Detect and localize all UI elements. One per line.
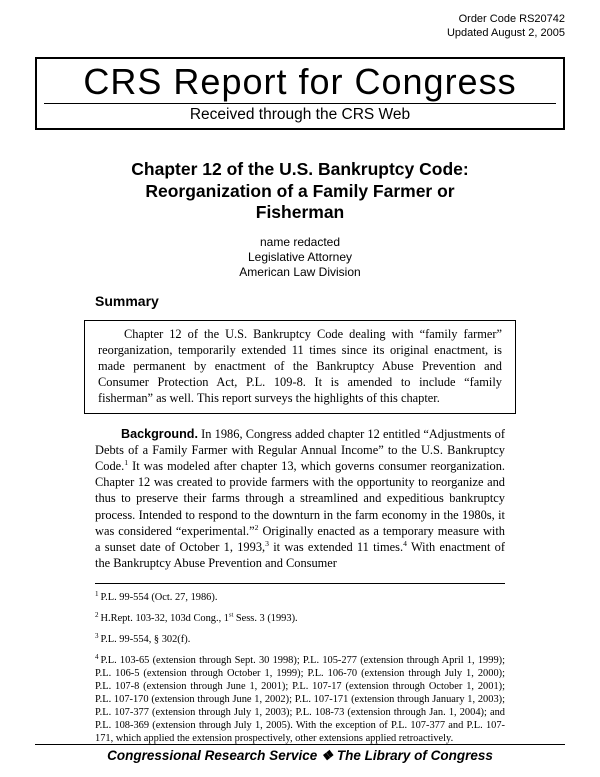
- report-title: [0, 159, 600, 224]
- summary-text: Chapter 12 of the U.S. Bankruptcy Code dealing with “family farmer” reorganization, temporarily extended 11 times since its original enactment, is made permanent by enactment of the Bankruptcy Abuse Prevention and Consumer Protection Act, P.L. 109-8. It is amended to include “family fisherman” as well. This report surveys the highlights of this chapter.: [98, 326, 502, 405]
- background-text-2: It was modeled after chapter 13, which governs consumer reorganization. Chapter 12 was created to provide farmers with the opportunity to reorganize and thus to preserve their farms through a streamlined and expeditious bankruptcy process. Intended to respond to the downturn in the farm economy in the 1980s, it was considered “experimental.”: [95, 458, 505, 538]
- author-division: American Law Division: [239, 264, 361, 279]
- updated-date: Updated August 2, 2005: [446, 27, 565, 39]
- footnote-1: [95, 591, 505, 604]
- summary-box: [84, 320, 516, 414]
- footnote-3-number: 3: [95, 631, 99, 640]
- order-code: Order Code RS20742: [458, 13, 565, 25]
- masthead-title: CRS Report for Congress: [83, 61, 517, 102]
- background-paragraph: [95, 426, 505, 572]
- footnote-1-text: P.L. 99-554 (Oct. 27, 1986).: [100, 592, 218, 604]
- footnote-ref-1: 1: [124, 457, 129, 467]
- content-column: [95, 293, 505, 746]
- footnote-4-number: 4: [95, 652, 99, 661]
- author-role: Legislative Attorney: [247, 249, 353, 264]
- footnote-1-number: 1: [95, 589, 99, 598]
- report-title-line-2: Reorganization of a Family Farmer or: [145, 180, 455, 201]
- author-name: name redacted: [259, 234, 341, 249]
- page-footer: [35, 744, 565, 764]
- footnote-2-text-1: H.Rept. 103-32, 103d Cong., 1: [100, 613, 229, 625]
- footer-divider: [35, 744, 565, 745]
- masthead-box: [35, 57, 565, 130]
- footnote-ref-3: 3: [265, 538, 269, 548]
- footer-text: Congressional Research Service ❖ The Library of Congress: [107, 748, 493, 763]
- footnote-4: [95, 654, 505, 745]
- report-title-line-1: Chapter 12 of the U.S. Bankruptcy Code:: [131, 159, 469, 179]
- footnote-ref-2: 2: [254, 522, 259, 532]
- background-text-1: In 1986, Congress added chapter 12 entitled “Adjustments of Debts of a Family Farmer with Regular Annual Income” to the U.S. Bankruptcy Code.: [95, 426, 505, 473]
- footnote-3: [95, 633, 505, 646]
- masthead-subtitle: Received through the CRS Web: [189, 106, 411, 123]
- footnote-2-ordinal: st: [228, 611, 234, 619]
- footnote-3-text: P.L. 99-554, § 302(f).: [100, 634, 191, 646]
- footnote-2: [95, 612, 505, 625]
- background-text-5: With enactment of the Bankruptcy Abuse Prevention and Consumer: [95, 539, 505, 571]
- background-text-3: Originally enacted as a temporary measure with a sunset date of October 1, 1993,: [95, 523, 505, 554]
- footnote-4-text: P.L. 103-65 (extension through Sept. 30 1998); P.L. 105-277 (extension through April 1, 1999); P.L. 106-5 (extension through October 1, 1999); P.L. 106-70 (extension through July 1, 2000); P.L. 107-8 (extension through June 1, 2001); P.L. 107-17 (extension through October 1, 2001); P.L. 107-170 (extension through June 1, 2002); P.L. 107-171 (extension through January 1, 2003); P.L. 107-377 (extension through July 1, 2003); P.L. 108-73 (extension through Jan. 1, 2004); and P.L. 108-369 (extension through July 1, 2005). With the exception of P.L. 107-377 and P.L. 107-171, which applied the extension prospectively, other extensions applied retroactively.: [95, 655, 505, 745]
- byline: [0, 235, 600, 280]
- background-text-4: it was extended 11 times.: [268, 539, 404, 554]
- footnote-2-text-2: Sess. 3 (1993).: [233, 613, 298, 625]
- header-meta: [0, 12, 565, 40]
- footnotes: [95, 591, 505, 745]
- report-title-line-3: Fisherman: [255, 202, 345, 222]
- background-label: Background.: [121, 426, 198, 441]
- footnote-separator: [95, 583, 505, 584]
- summary-heading: Summary: [95, 292, 159, 309]
- footnote-2-number: 2: [95, 610, 99, 619]
- footnote-ref-4: 4: [403, 538, 407, 548]
